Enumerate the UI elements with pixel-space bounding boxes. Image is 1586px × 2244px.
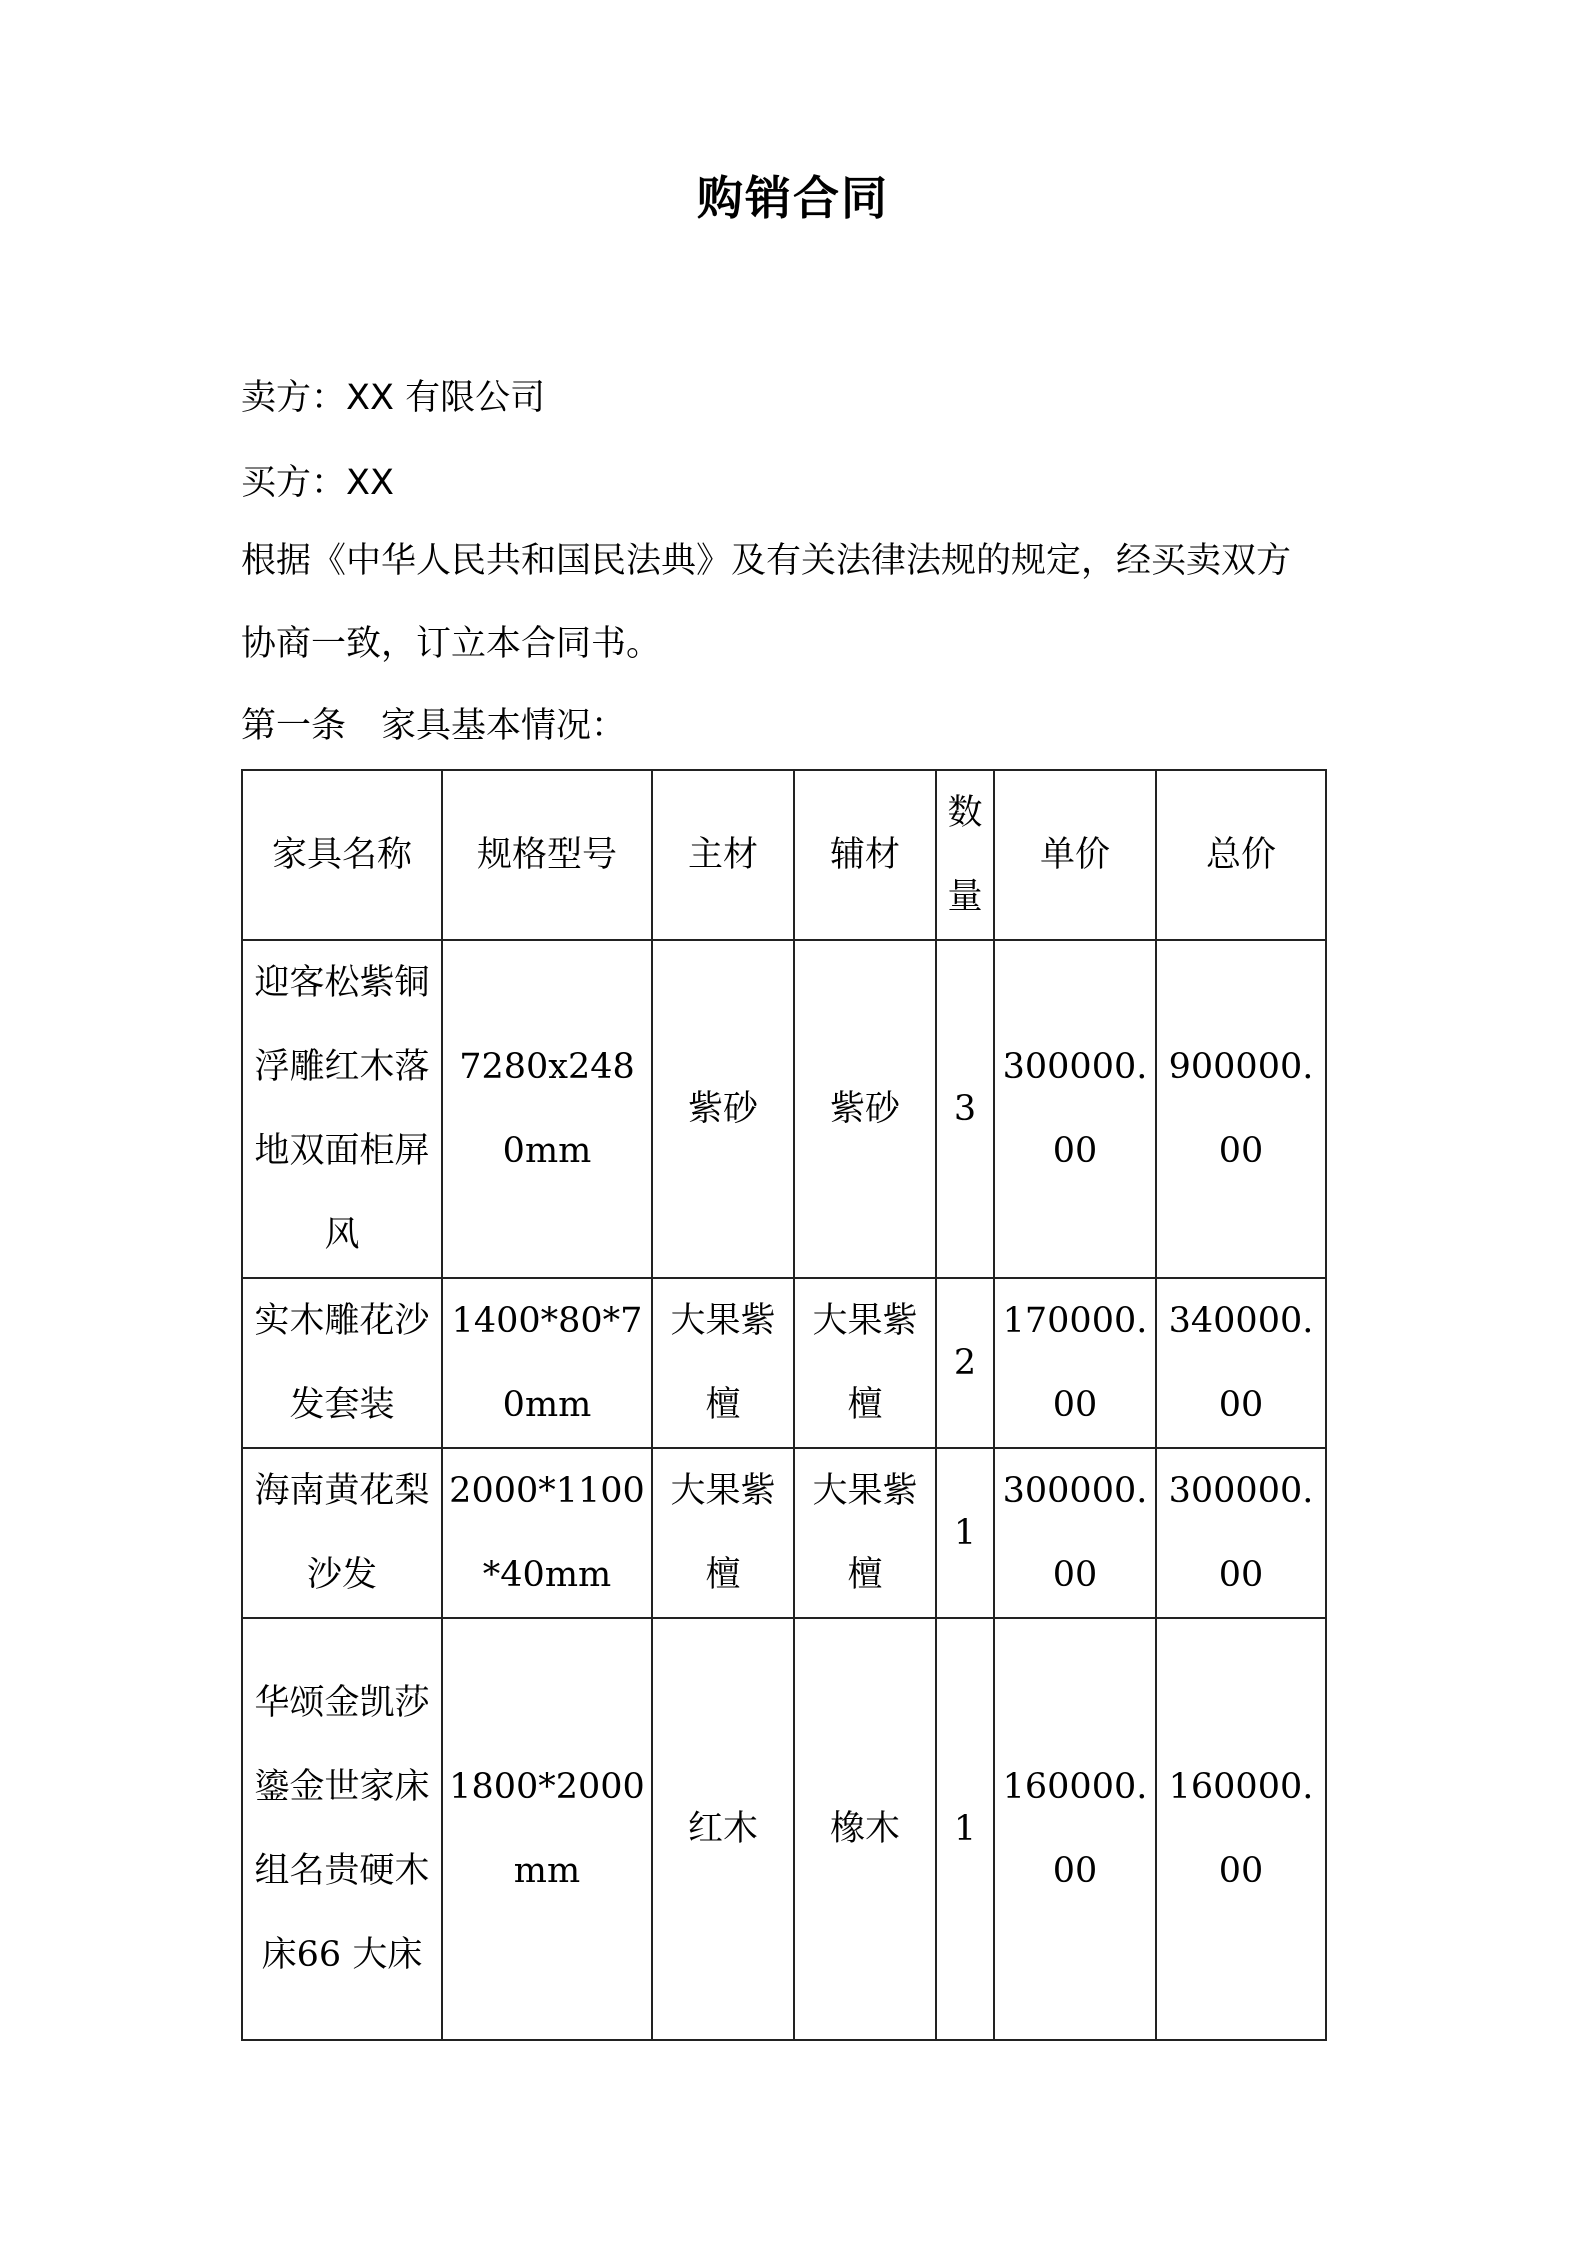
header-spec: 规格型号 xyxy=(442,770,652,940)
cell-quantity: 1 xyxy=(936,1618,994,2040)
cell-aux-material: 紫砂 xyxy=(794,940,936,1278)
cell-aux-material: 大果紫檀 xyxy=(794,1278,936,1448)
cell-spec: 7280x2480mm xyxy=(442,940,652,1278)
cell-unit-price: 160000.00 xyxy=(994,1618,1156,2040)
header-unit-price: 单价 xyxy=(994,770,1156,940)
cell-quantity: 1 xyxy=(936,1448,994,1618)
seller-line: 卖方：XX 有限公司 xyxy=(241,378,546,418)
header-name: 家具名称 xyxy=(242,770,442,940)
cell-name: 海南黄花梨沙发 xyxy=(242,1448,442,1618)
cell-aux-material: 大果紫檀 xyxy=(794,1448,936,1618)
table-row xyxy=(242,1278,1326,1448)
header-total-price: 总价 xyxy=(1156,770,1326,940)
article-1-heading: 第一条 家具基本情况： xyxy=(241,706,627,746)
cell-total-price: 340000.00 xyxy=(1156,1278,1326,1448)
header-main-material: 主材 xyxy=(652,770,794,940)
furniture-table xyxy=(241,769,1327,2041)
cell-quantity: 2 xyxy=(936,1278,994,1448)
cell-unit-price: 170000.00 xyxy=(994,1278,1156,1448)
cell-unit-price: 300000.00 xyxy=(994,940,1156,1278)
cell-total-price: 300000.00 xyxy=(1156,1448,1326,1618)
header-quantity: 数量 xyxy=(936,770,994,940)
cell-total-price: 160000.00 xyxy=(1156,1618,1326,2040)
cell-aux-material: 橡木 xyxy=(794,1618,936,2040)
table-row xyxy=(242,1618,1326,2040)
basis-line-2: 协商一致，订立本合同书。 xyxy=(241,624,662,664)
cell-spec: 2000*1100*40mm xyxy=(442,1448,652,1618)
table-row xyxy=(242,1448,1326,1618)
buyer-line: 买方：XX xyxy=(241,463,394,503)
table-header-row xyxy=(242,770,1326,940)
header-aux-material: 辅材 xyxy=(794,770,936,940)
cell-unit-price: 300000.00 xyxy=(994,1448,1156,1618)
cell-main-material: 红木 xyxy=(652,1618,794,2040)
cell-main-material: 紫砂 xyxy=(652,940,794,1278)
cell-spec: 1800*2000mm xyxy=(442,1618,652,2040)
document-title: 购销合同 xyxy=(697,171,889,225)
cell-total-price: 900000.00 xyxy=(1156,940,1326,1278)
cell-main-material: 大果紫檀 xyxy=(652,1278,794,1448)
cell-name: 华颂金凯莎鎏金世家床组名贵硬木床66 大床 xyxy=(242,1618,442,2040)
cell-name: 实木雕花沙发套装 xyxy=(242,1278,442,1448)
table-row xyxy=(242,940,1326,1278)
cell-spec: 1400*80*70mm xyxy=(442,1278,652,1448)
cell-quantity: 3 xyxy=(936,940,994,1278)
cell-name: 迎客松紫铜浮雕红木落地双面柜屏风 xyxy=(242,940,442,1278)
basis-line-1: 根据《中华人民共和国民法典》及有关法律法规的规定，经买卖双方 xyxy=(241,541,1292,581)
cell-main-material: 大果紫檀 xyxy=(652,1448,794,1618)
